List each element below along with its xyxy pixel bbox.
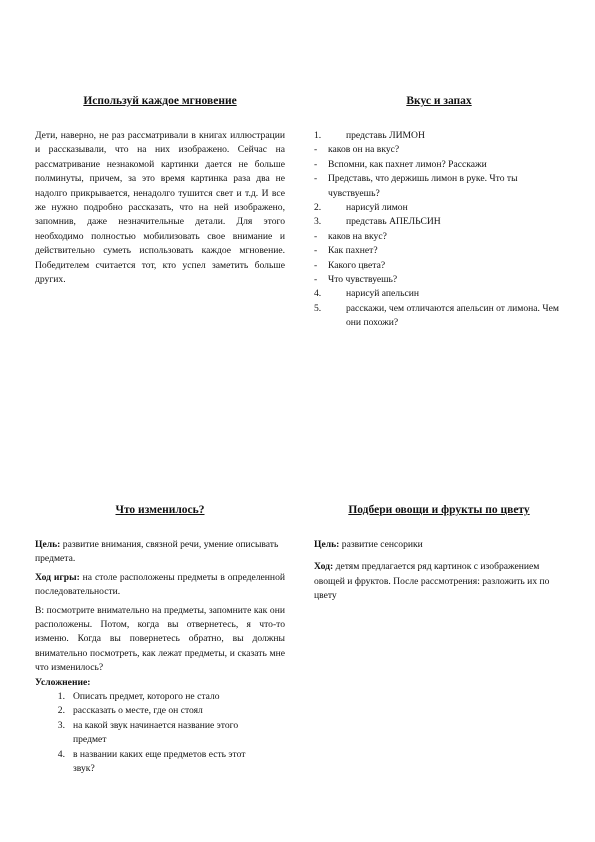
list-item-marker: - bbox=[314, 230, 318, 242]
list-item bbox=[314, 230, 564, 244]
list-item-marker: 5. bbox=[314, 302, 322, 314]
list-item-text: Описать предмет, которого не стало bbox=[73, 691, 220, 703]
list-item bbox=[314, 244, 564, 258]
card-match-by-color bbox=[314, 503, 564, 604]
goal-label: Цель: bbox=[314, 539, 340, 550]
list-item-text: каков на вкус? bbox=[328, 230, 387, 242]
goal-text: развитие сенсорики bbox=[339, 539, 423, 550]
list-item bbox=[314, 302, 564, 331]
card-what-changed bbox=[35, 503, 285, 777]
list-item bbox=[35, 748, 255, 777]
list-item-text: представь ЛИМОН bbox=[346, 130, 425, 141]
list-item-text: Что чувствуешь? bbox=[328, 274, 398, 286]
move-paragraph bbox=[314, 560, 564, 603]
list-item-text: Как пахнет? bbox=[328, 245, 378, 257]
list-item bbox=[314, 273, 564, 287]
list-item-marker: - bbox=[314, 274, 318, 286]
list-item bbox=[314, 172, 564, 201]
list-item-marker: - bbox=[314, 245, 318, 257]
goal-paragraph bbox=[314, 538, 564, 552]
list-item-text: рассказать о месте, где он стоял bbox=[73, 705, 203, 717]
list-item-marker: 3. bbox=[314, 216, 322, 228]
list-item bbox=[314, 143, 564, 157]
list-item-number: 2. bbox=[57, 705, 65, 717]
move-text: детям предлагается ряд картинок с изображением овощей и фруктов. После рассмотрения: разложить их по цвету bbox=[314, 561, 550, 602]
list-item-text: в названии каких еще предметов есть этот звук? bbox=[73, 748, 246, 775]
card-title: Используй каждое мгновение bbox=[83, 95, 237, 107]
list-item bbox=[314, 201, 564, 215]
taste-smell-list bbox=[314, 129, 564, 331]
move-label: Ход: bbox=[314, 561, 334, 573]
list-item-marker: 2. bbox=[314, 202, 322, 214]
move-text: на столе расположены предметы в определенной последовательности. bbox=[35, 571, 286, 598]
card-title: Подбери овощи и фрукты по цвету bbox=[348, 504, 530, 516]
card-body-text: Дети, наверно, не раз рассматривали в книгах иллюстрации и рассказывали, что на них изображено. Сейчас на рассматривание незнакомой картинки дается не больше полминуты, причем, за это время картинка раза два не надолго прикрывается, ненадолго тушится свет и т.д. И все же нужно подробно рассказать, что на ней изображено, запомнив, даже незначительные детали. Для этого необходимо полностью мобилизовать свое внимание и действительно суметь использовать каждое мгновение. Победителем считается тот, кто успел заметить больше других. bbox=[35, 130, 285, 286]
list-item-number: 1. bbox=[57, 691, 65, 703]
list-item-number: 4. bbox=[57, 748, 65, 760]
list-item-text: нарисуй апельсин bbox=[346, 288, 419, 300]
list-item bbox=[314, 215, 564, 229]
complication-task-list bbox=[35, 690, 255, 776]
list-item-text: представь АПЕЛЬСИН bbox=[346, 216, 441, 228]
list-item bbox=[314, 129, 564, 143]
list-item-marker: - bbox=[314, 173, 318, 185]
teacher-paragraph: В: посмотрите внимательно на предметы, запомните как они расположены. Потом, когда вы отвернетесь, я что-то изменю. Когда вы повернетесь обратно, вы должны внимательно посмотреть, как лежат предметы, и сказать мне что изменилось? bbox=[35, 604, 285, 674]
list-item-number: 3. bbox=[57, 719, 65, 731]
goal-label: Цель: bbox=[35, 539, 61, 550]
list-item-marker: - bbox=[314, 158, 318, 170]
move-paragraph bbox=[35, 571, 285, 600]
list-item-text: расскажи, чем отличаются апельсин от лимона. Чем они похожи? bbox=[346, 302, 559, 329]
goal-paragraph bbox=[35, 538, 285, 567]
list-item-text: нарисуй лимон bbox=[346, 202, 408, 214]
card-title: Что изменилось? bbox=[115, 504, 205, 516]
list-item-marker: - bbox=[314, 144, 318, 156]
list-item bbox=[314, 259, 564, 273]
list-item-text: Вспомни, как пахнет лимон? Расскажи bbox=[328, 158, 487, 170]
card-attention-every-moment bbox=[35, 94, 285, 287]
list-item bbox=[314, 287, 564, 301]
list-item bbox=[35, 704, 255, 718]
list-item-marker: - bbox=[314, 259, 318, 271]
list-item bbox=[35, 719, 255, 748]
complication-label: Усложнение: bbox=[35, 676, 91, 688]
list-item-marker: 1. bbox=[314, 130, 322, 141]
list-item bbox=[35, 690, 255, 704]
list-item bbox=[314, 158, 564, 172]
goal-text: развитие внимания, связной речи, умение описывать предмета. bbox=[35, 539, 279, 565]
list-item-text: Какого цвета? bbox=[328, 259, 386, 271]
card-title: Вкус и запах bbox=[406, 95, 472, 107]
list-item-marker: 4. bbox=[314, 288, 322, 300]
list-item-text: на какой звук начинается название этого предмет bbox=[73, 719, 239, 746]
list-item-text: каков он на вкус? bbox=[328, 144, 400, 156]
list-item-text: Представь, что держишь лимон в руке. Что ты чувствуешь? bbox=[328, 173, 518, 199]
move-label: Ход игры: bbox=[35, 571, 80, 583]
card-taste-and-smell bbox=[314, 94, 564, 331]
